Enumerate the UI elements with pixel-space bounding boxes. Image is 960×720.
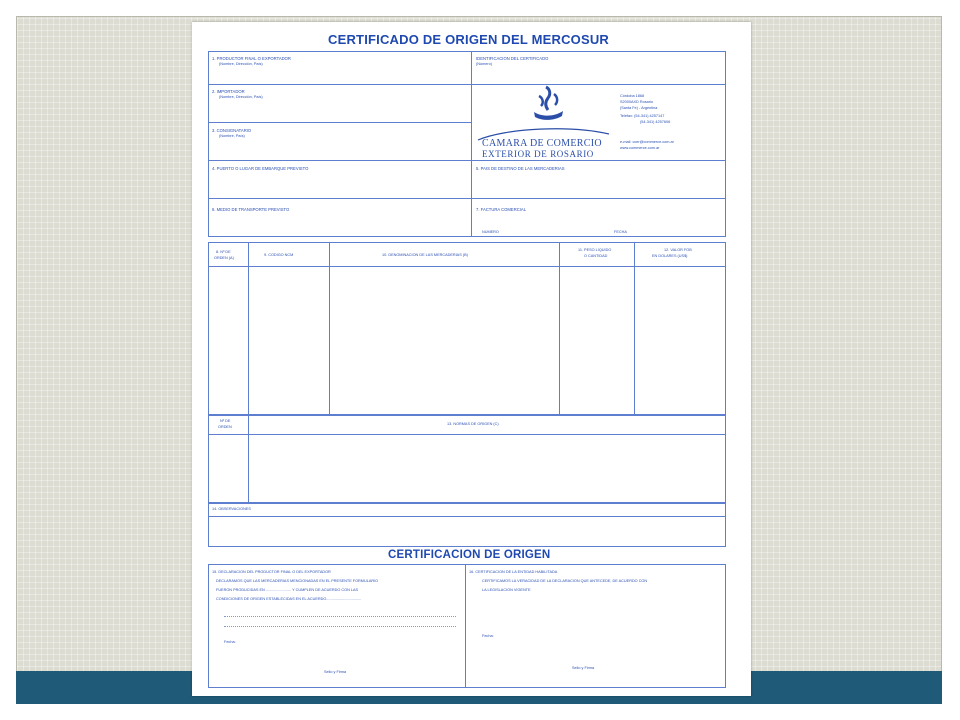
field-2-sub: (Nombre, Dirección, País) <box>219 95 263 99</box>
goods-table <box>208 242 726 415</box>
field-3-label: 3. CONSIGNATARIO <box>212 128 252 133</box>
certification-title: CERTIFICACION DE ORIGEN <box>388 549 551 561</box>
chamber-email: e-mail: ccer@commerce.com.ar <box>620 140 674 144</box>
col-12-header-2: EN DOLARES (US$) <box>652 254 688 258</box>
chamber-address-3: (Santa Fe) - Argentina <box>620 106 658 110</box>
chamber-address-2: S2000AXD Rosario <box>620 100 653 104</box>
declaration-line-2: DECLARAMOS QUE LAS MERCADERIAS MENCIONADAS EN EL PRESENTE FORMULARIO <box>216 579 379 583</box>
col-10-header: 10. DENOMINACION DE LAS MERCADERIAS (B) <box>382 253 468 257</box>
field-7-fecha: FECHA <box>614 230 627 234</box>
cert-id-label: IDENTIFICACION DEL CERTIFICADO <box>476 56 549 61</box>
col-8-header-1: 8. Nº DE <box>216 250 231 254</box>
norms-col-header-1: Nº DE <box>220 419 231 423</box>
entity-line-2: CERTIFICAMOS LA VERACIDAD DE LA DECLARACION QUE ANTECEDE, DE ACUERDO CON <box>482 579 648 583</box>
declaration-date-label: Fecha: <box>224 640 236 644</box>
col-8-header-2: ORDEN (A) <box>214 256 234 260</box>
col-11-header-1: 11. PESO LIQUIDO <box>578 248 612 252</box>
entity-line-3: LA LEGISLACION VIGENTE <box>482 588 531 592</box>
cert-id-sub: (Número) <box>476 62 493 66</box>
field-1-label: 1. PRODUCTOR FINAL O EXPORTADOR <box>212 56 291 61</box>
declaration-line-3: FUERON PRODUCIDAS EN ........................ Y CUMPLEN DE ACUERDO CON LAS <box>216 588 359 592</box>
document-title: CERTIFICADO DE ORIGEN DEL MERCOSUR <box>328 32 610 47</box>
chamber-name-line1: CAMARA DE COMERCIO <box>482 138 602 149</box>
field-5-label: 5. PAIS DE DESTINO DE LAS MERCADERIAS <box>476 166 565 171</box>
entity-date-label: Fecha: <box>482 634 494 638</box>
declaration-line-4: CONDICIONES DE ORIGEN ESTABLECIDAS EN EL ACUERDO................................. <box>216 597 362 601</box>
norms-col-header-2: ORDEN <box>218 425 232 429</box>
observations-box <box>208 503 726 547</box>
chamber-logo-icon <box>530 84 566 126</box>
chamber-address-1: Córdoba 1868 <box>620 94 645 98</box>
col-11-header-2: O CANTIDAD <box>584 254 608 258</box>
col-12-header-1: 12. VALOR FOB <box>664 248 692 252</box>
chamber-phone-2: (54-341) 4257606 <box>640 120 671 124</box>
field-3-sub: (Nombre, País) <box>219 134 245 138</box>
col-9-header: 9. CODIGO NCM <box>264 253 294 257</box>
observations-label: 14. OBSERVACIONES <box>212 507 251 511</box>
norms-header: 13. NORMAS DE ORIGEN (C) <box>447 422 499 426</box>
field-2-label: 2. IMPORTADOR <box>212 89 245 94</box>
field-6-label: 6. MEDIO DE TRANSPORTE PREVISTO <box>212 207 290 212</box>
field-7-numero: NUMERO <box>482 230 499 234</box>
certificate-document <box>192 22 751 696</box>
field-7-label: 7. FACTURA COMERCIAL <box>476 207 527 212</box>
field-1-sub: (Nombre, Dirección, País) <box>219 62 263 66</box>
declaration-line-1: 15. DECLARACION DEL PRODUCTOR FINAL O DEL EXPORTADOR <box>212 570 331 574</box>
field-4-label: 4. PUERTO O LUGAR DE EMBARQUE PREVISTO <box>212 166 309 171</box>
chamber-phone-1: Teléfax: (54-341) 4257147 <box>620 114 665 118</box>
chamber-web: www.commerce.com.ar <box>620 146 660 150</box>
origin-norms-table <box>208 415 726 503</box>
entity-line-1: 16. CERTIFICACION DE LA ENTIDAD HABILITADA <box>469 570 558 574</box>
chamber-name-line2: EXTERIOR DE ROSARIO <box>482 149 594 159</box>
declaration-signature-label: Sello y Firma <box>324 670 347 674</box>
entity-signature-label: Sello y Firma <box>572 666 595 670</box>
